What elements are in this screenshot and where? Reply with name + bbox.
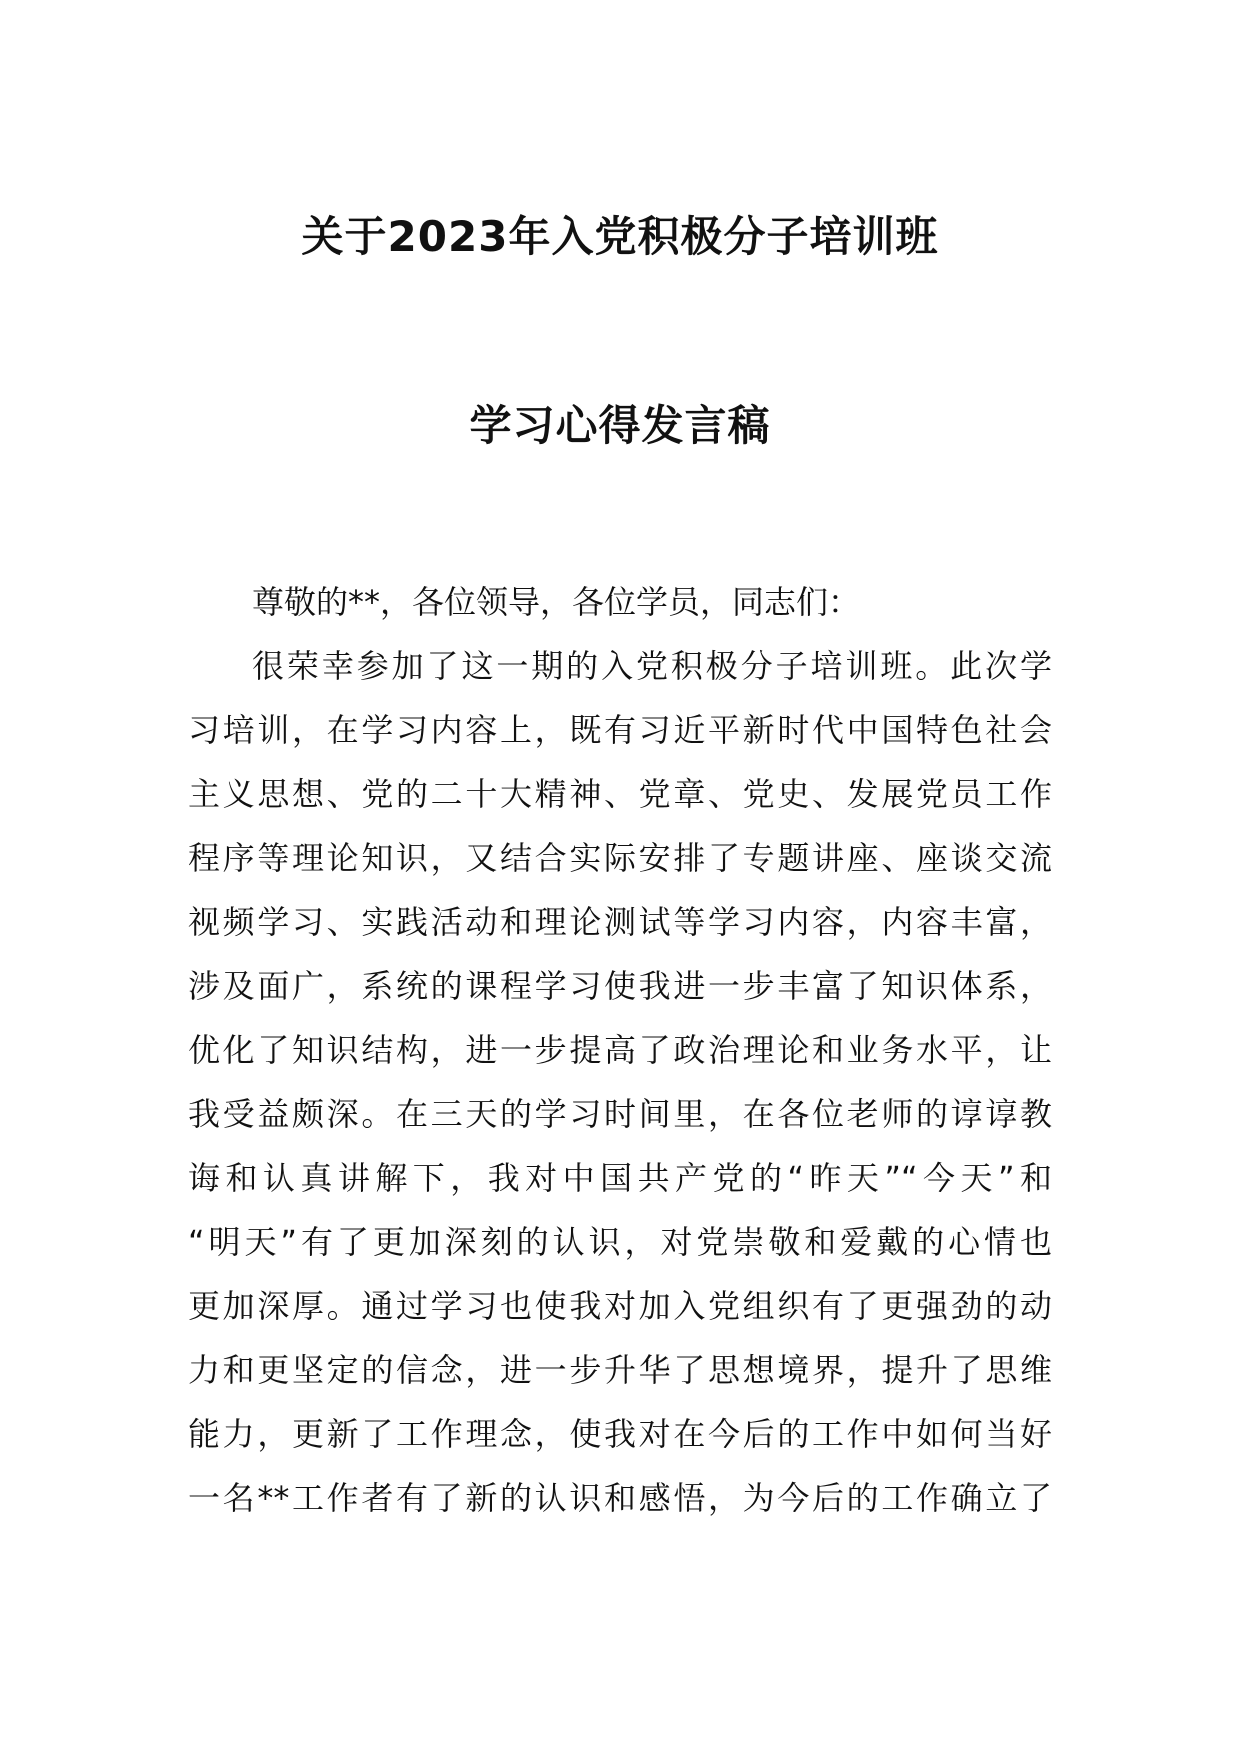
paragraph-line: 优化了知识结构，进一步提高了政治理论和业务水平，让 [188, 1031, 1052, 1069]
paragraph-line: “明天”有了更加深刻的认识，对党崇敬和爱戴的心情也 [188, 1223, 1052, 1261]
paragraph-line: 程序等理论知识，又结合实际安排了专题讲座、座谈交流 [188, 839, 1052, 877]
paragraph-line: 很荣幸参加了这一期的入党积极分子培训班。此次学 [252, 647, 1052, 685]
paragraph-line: 视频学习、实践活动和理论测试等学习内容，内容丰富， [188, 903, 1052, 941]
paragraph-line: 习培训，在学习内容上，既有习近平新时代中国特色社会 [188, 711, 1052, 749]
paragraph-line: 更加深厚。通过学习也使我对加入党组织有了更强劲的动 [188, 1287, 1052, 1325]
paragraph-line: 涉及面广，系统的课程学习使我进一步丰富了知识体系， [188, 967, 1052, 1005]
document-title-line-1: 关于2023年入党积极分子培训班 [301, 212, 939, 261]
salutation: 尊敬的**，各位领导，各位学员，同志们： [252, 583, 861, 621]
paragraph-line: 能力，更新了工作理念，使我对在今后的工作中如何当好 [188, 1415, 1052, 1453]
paragraph-line: 一名**工作者有了新的认识和感悟，为今后的工作确立了 [188, 1479, 1052, 1517]
paragraph-line: 力和更坚定的信念，进一步升华了思想境界，提升了思维 [188, 1351, 1052, 1389]
paragraph-line: 主义思想、党的二十大精神、党章、党史、发展党员工作 [188, 775, 1052, 813]
document-title-line-2: 学习心得发言稿 [469, 401, 771, 450]
document-body [188, 580, 1052, 1540]
paragraph-line: 诲和认真讲解下，我对中国共产党的“昨天”“今天”和 [188, 1159, 1052, 1197]
paragraph-line: 我受益颇深。在三天的学习时间里，在各位老师的谆谆教 [188, 1095, 1052, 1133]
